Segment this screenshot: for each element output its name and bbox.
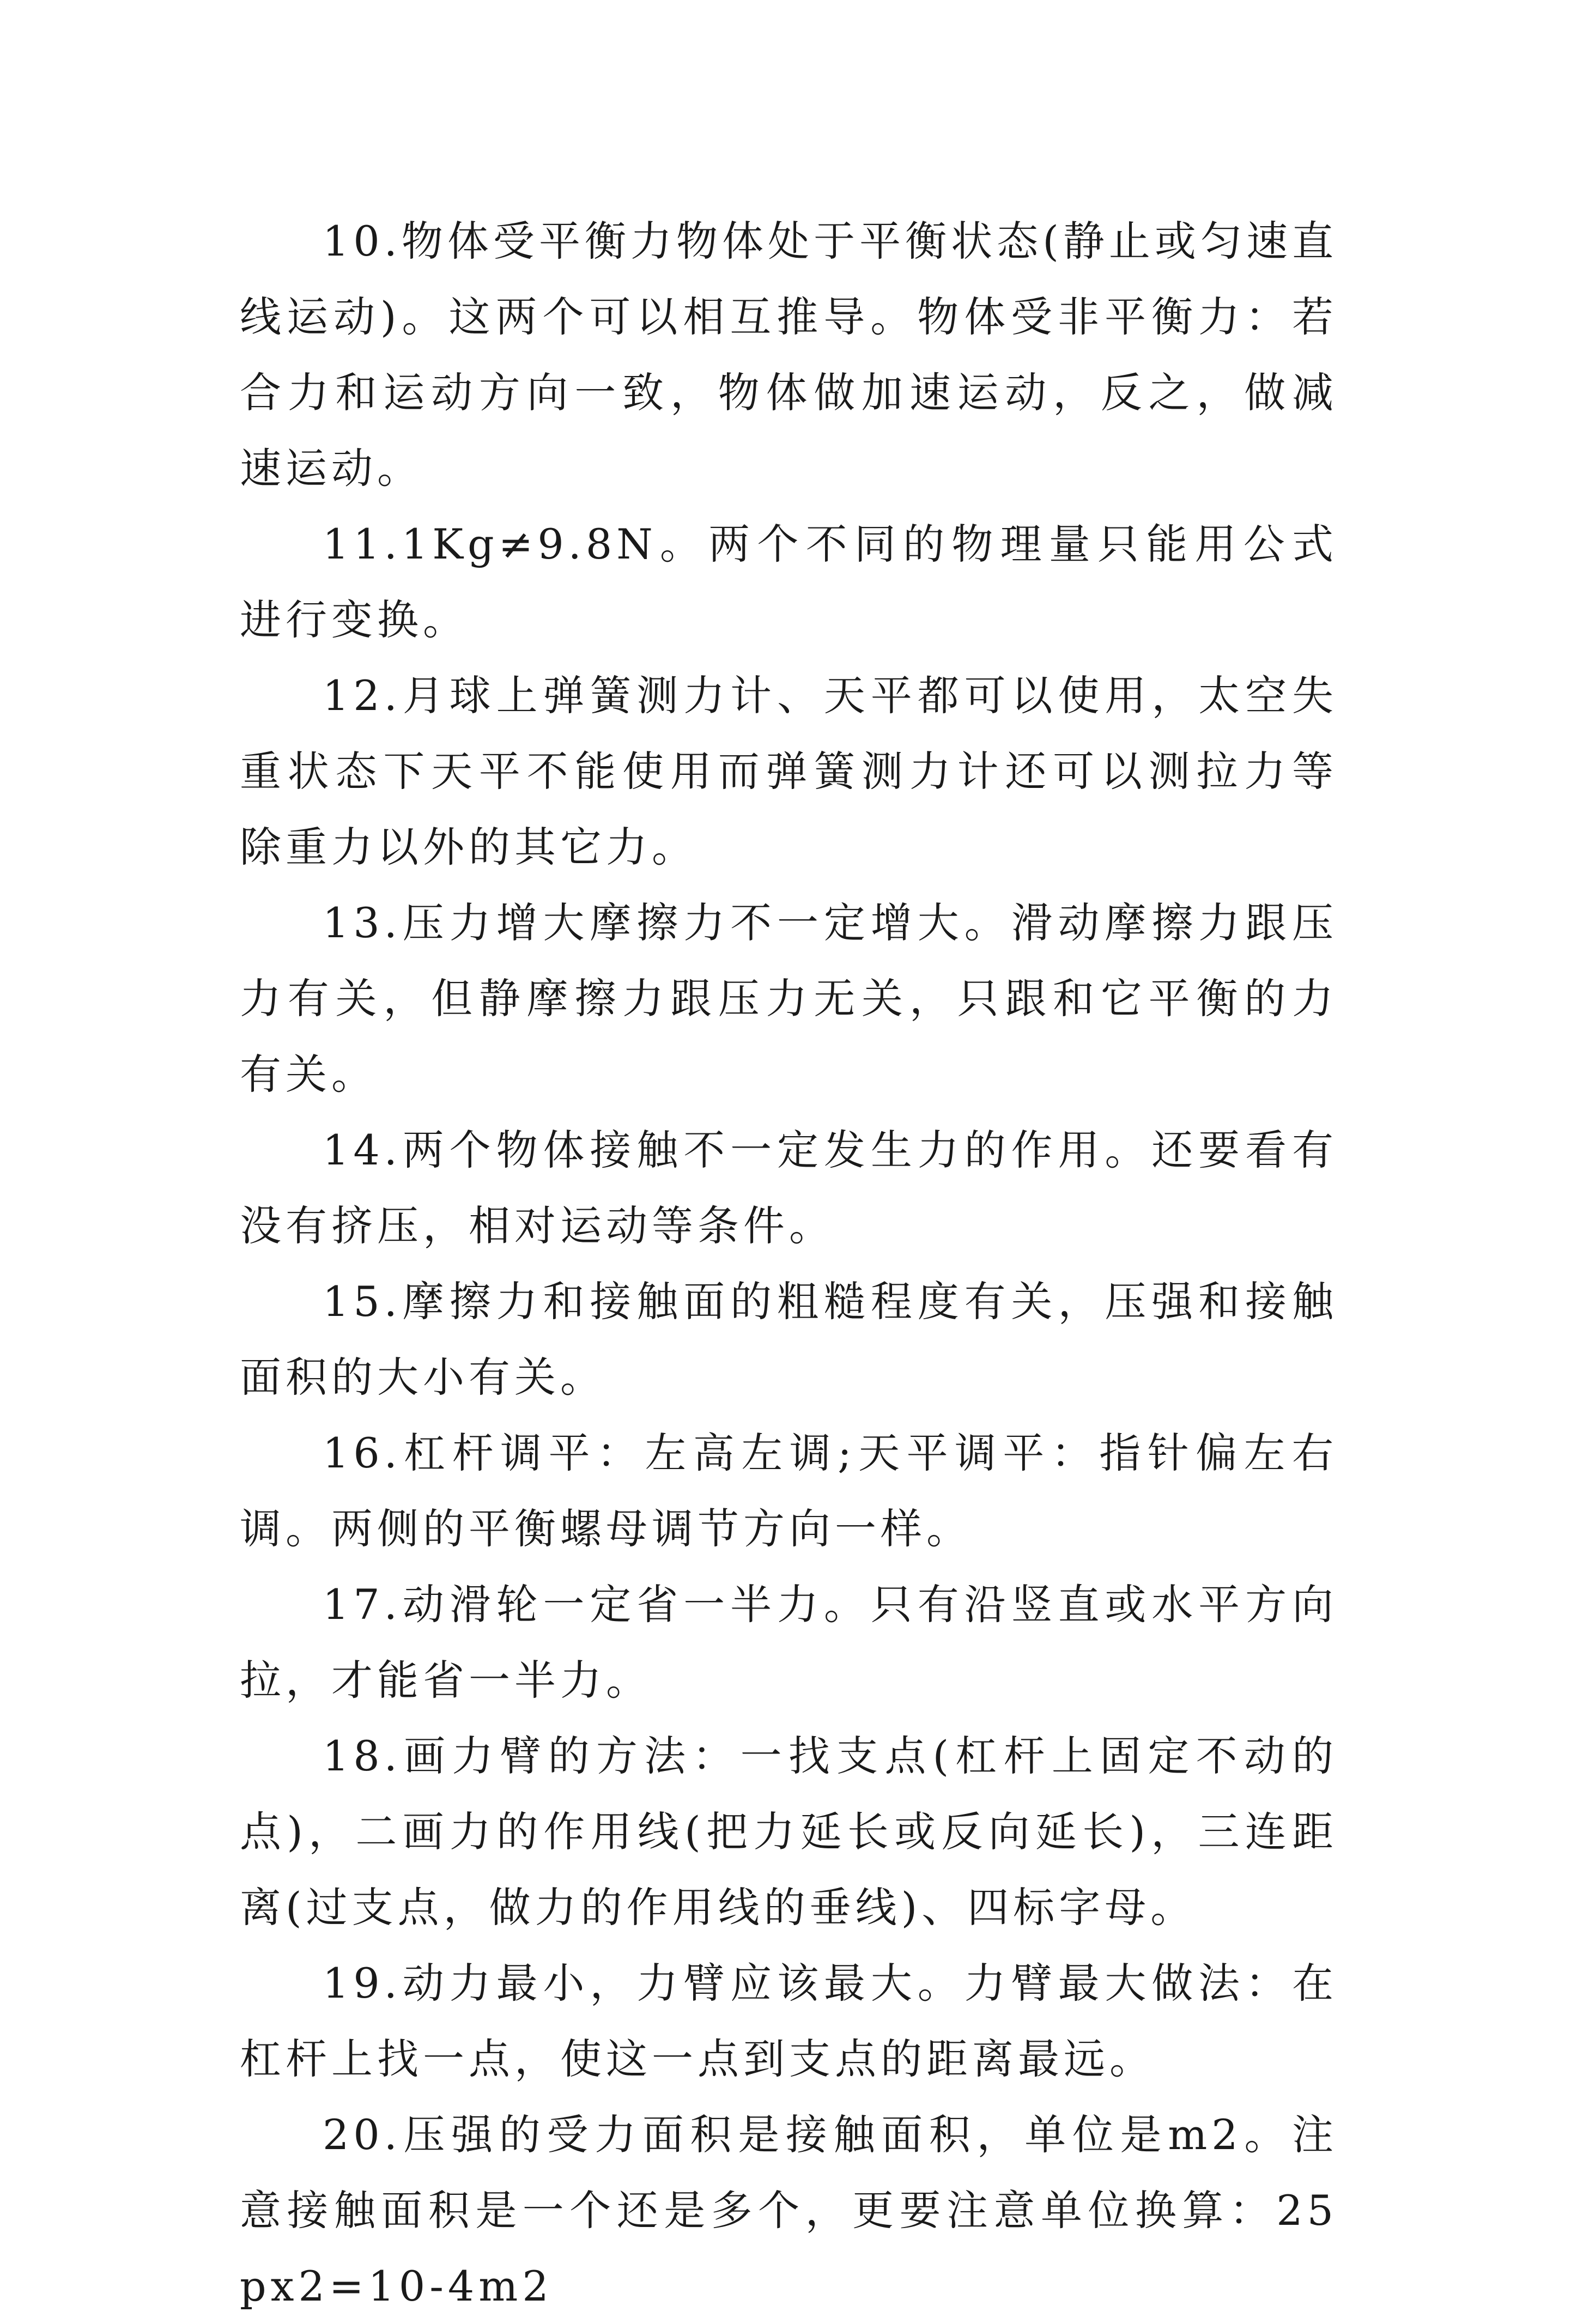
paragraph-16: 16.杠杆调平：左高左调;天平调平：指针偏左右调。两侧的平衡螺母调节方向一样。 bbox=[240, 1429, 1338, 1553]
paragraph-18: 18.画力臂的方法：一找支点(杠杆上固定不动的点)，二画力的作用线(把力延长或反向延长)，三连距离(过支点，做力的作用线的垂线)、四标字母。 bbox=[240, 1732, 1338, 1932]
paragraph-15: 15.摩擦力和接触面的粗糙程度有关，压强和接触面积的大小有关。 bbox=[240, 1277, 1338, 1401]
paragraph-10: 10.物体受平衡力物体处于平衡状态(静止或匀速直线运动)。这两个可以相互推导。物体受非平衡力：若合力和运动方向一致，物体做加速运动，反之，做减速运动。 bbox=[240, 217, 1338, 493]
document-body bbox=[240, 203, 1338, 2324]
paragraph-14: 14.两个物体接触不一定发生力的作用。还要看有没有挤压，相对运动等条件。 bbox=[240, 1126, 1338, 1250]
paragraph-11: 11.1Kg≠9.8N。两个不同的物理量只能用公式进行变换。 bbox=[240, 520, 1338, 644]
paragraph-12: 12.月球上弹簧测力计、天平都可以使用，太空失重状态下天平不能使用而弹簧测力计还可以测拉力等除重力以外的其它力。 bbox=[240, 671, 1338, 871]
paragraph-20: 20.压强的受力面积是接触面积，单位是m2。注意接触面积是一个还是多个，更要注意单位换算：25px2=10-4m2 bbox=[240, 2110, 1338, 2310]
paragraph-13: 13.压力增大摩擦力不一定增大。滑动摩擦力跟压力有关，但静摩擦力跟压力无关，只跟和它平衡的力有关。 bbox=[240, 899, 1338, 1099]
paragraph-17: 17.动滑轮一定省一半力。只有沿竖直或水平方向拉，才能省一半力。 bbox=[240, 1580, 1338, 1704]
paragraph-19: 19.动力最小，力臂应该最大。力臂最大做法：在杠杆上找一点，使这一点到支点的距离最远。 bbox=[240, 1959, 1338, 2083]
